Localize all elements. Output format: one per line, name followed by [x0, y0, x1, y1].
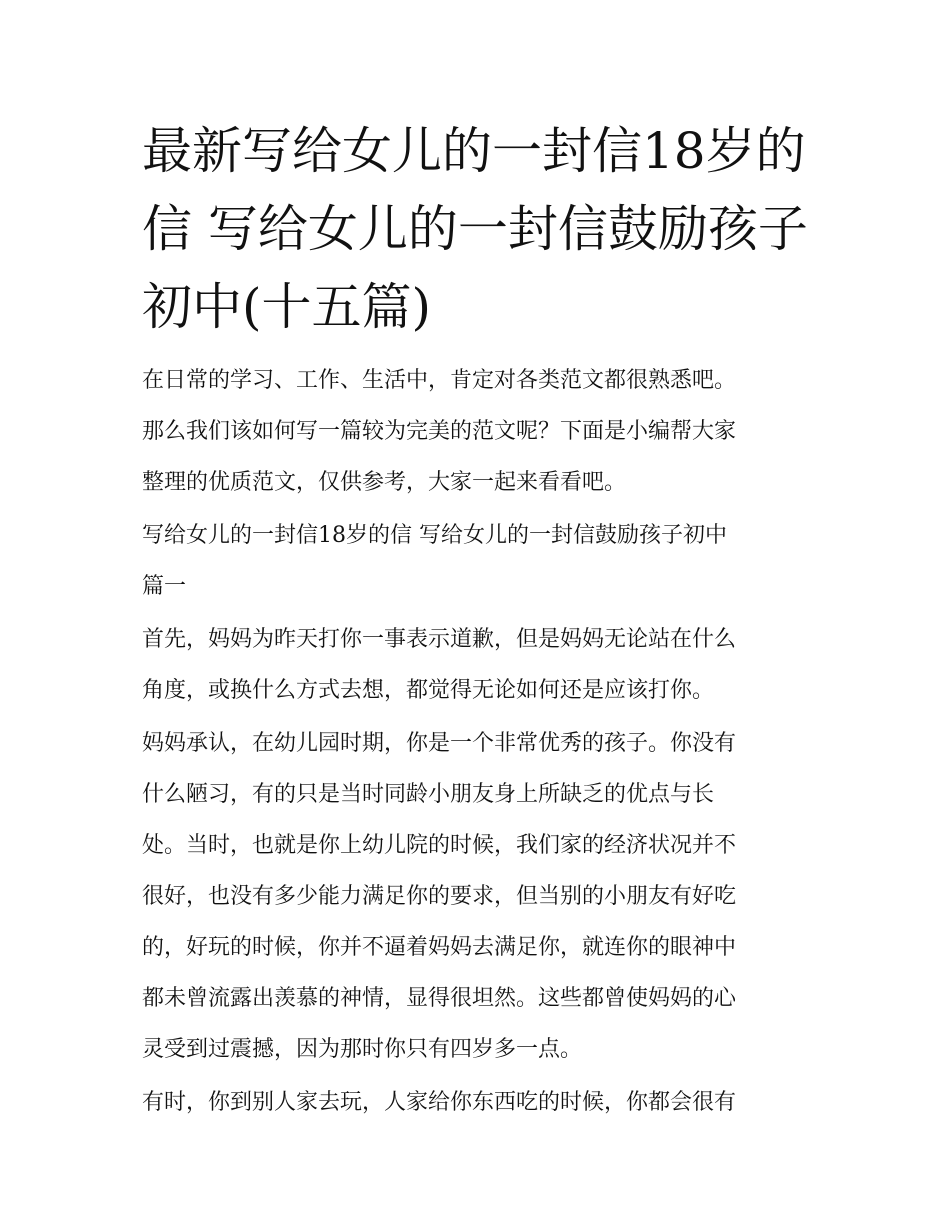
text-line: 篇一 [142, 574, 187, 599]
text-line: 灵受到过震撼，因为那时你只有四岁多一点。 [142, 1037, 583, 1062]
text-line: 都未曾流露出羡慕的神情，显得很坦然。这些都曾使妈妈的心 [142, 986, 737, 1011]
text-line: 整理的优质范文，仅供参考，大家一起来看看吧。 [142, 470, 627, 495]
text-line: 妈妈承认，在幼儿园时期，你是一个非常优秀的孩子。你没有 [142, 731, 737, 756]
title-line: 最新写给女儿的一封信18岁的 [142, 122, 806, 180]
text-line: 的，好玩的时候，你并不逼着妈妈去满足你，就连你的眼神中 [142, 935, 737, 960]
text-line: 有时，你到别人家去玩，人家给你东西吃的时候，你都会很有 [142, 1090, 737, 1115]
title-line: 初中(十五篇) [142, 278, 432, 336]
document-title [142, 112, 822, 346]
intro-paragraph [142, 355, 822, 508]
text-line: 很好，也没有多少能力满足你的要求，但当别的小朋友有好吃 [142, 884, 737, 909]
text-line: 在日常的学习、工作、生活中，肯定对各类范文都很熟悉吧。 [142, 368, 737, 393]
section-heading [142, 510, 822, 612]
text-line: 角度，或换什么方式去想，都觉得无论如何还是应该打你。 [142, 678, 715, 703]
document-body [142, 355, 822, 1130]
text-line: 处。当时，也就是你上幼儿院的时候，我们家的经济状况并不 [142, 833, 737, 858]
text-line: 那么我们该如何写一篇较为完美的范文呢？下面是小编帮大家 [142, 419, 737, 444]
title-line: 信 写给女儿的一封信鼓励孩子 [142, 200, 808, 258]
text-line: 什么陋习，有的只是当时同龄小朋友身上所缺乏的优点与长 [142, 782, 715, 807]
body-paragraph-2 [142, 718, 822, 1075]
text-line: 写给女儿的一封信18岁的信 写给女儿的一封信鼓励孩子初中 [142, 523, 727, 548]
body-paragraph-3 [142, 1077, 822, 1128]
text-line: 首先，妈妈为昨天打你一事表示道歉，但是妈妈无论站在什么 [142, 627, 737, 652]
body-paragraph-1 [142, 614, 822, 716]
